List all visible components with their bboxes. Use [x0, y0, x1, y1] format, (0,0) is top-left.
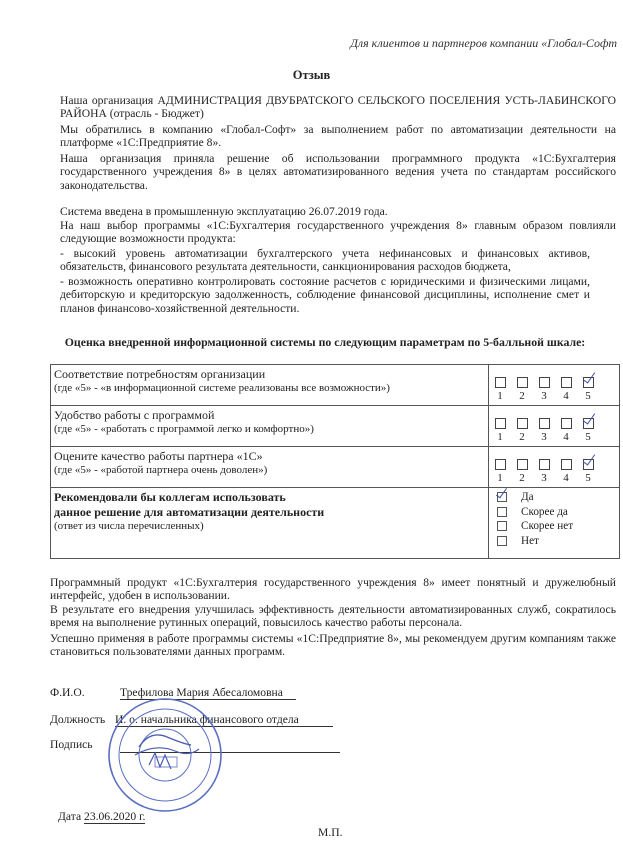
scale-number: 4: [563, 472, 569, 484]
paragraph-launch: Система введена в промышленную эксплуатацию 26.07.2019 года.: [60, 205, 388, 218]
scale-number: 5: [585, 472, 591, 484]
scale-number: 3: [541, 472, 547, 484]
date-label: Дата: [58, 810, 82, 823]
score-checkbox-checked[interactable]: [583, 377, 594, 388]
paragraph-feature-2: - возможность оперативно контролировать состояние расчетов с юридическими и физическими лицами, дебиторскую и кредиторскую задолженность, соблюдение финансовой дисциплины, исполнение смет и планов финансово-хозяйственной деятельности.: [60, 275, 590, 315]
scale-number: 3: [541, 390, 547, 402]
score-checkbox[interactable]: [539, 377, 550, 388]
option-label: Скорее да: [521, 505, 568, 518]
option-checkbox[interactable]: [497, 536, 507, 546]
recommend-option-rather-yes[interactable]: [497, 505, 616, 520]
recommend-option-no[interactable]: [497, 534, 616, 549]
score-checkbox[interactable]: [517, 418, 528, 429]
scale-number: 1: [497, 390, 503, 402]
scale-number: 5: [585, 390, 591, 402]
scale-cell: [489, 447, 620, 488]
stamp-label: М.П.: [318, 826, 343, 839]
recommend-title-line2: данное решение для автоматизации деятельности: [54, 505, 325, 519]
conclusion-interface: Программный продукт «1С:Бухгалтерия государственного учреждения 8» имеет понятный и дружелюбный интерфейс, удобен в использовании.: [50, 576, 616, 603]
conclusion-recommend: Успешно применяя в работе программы системы «1С:Предприятие 8», мы рекомендуем другим компаниям также становиться пользователями данных программ.: [50, 632, 616, 659]
recommend-options: [489, 488, 620, 559]
score-checkbox[interactable]: [517, 459, 528, 470]
question-title: Оцените качество работы партнера «1С»: [54, 449, 263, 463]
score-checkbox-checked[interactable]: [583, 418, 594, 429]
option-checkbox[interactable]: [497, 507, 507, 517]
score-checkbox[interactable]: [539, 459, 550, 470]
paragraph-decision: Наша организация приняла решение об использовании программного продукта «1С:Бухгалтерия государственного учреждения 8» в целях автоматизированного ведения учета по стандартам российского законодательства.: [60, 152, 616, 192]
question-hint: (где «5» - «работать с программой легко и комфортно»): [54, 423, 314, 435]
scale-cell: [489, 406, 620, 447]
paragraph-organization: Наша организация АДМИНИСТРАЦИЯ ДВУБРАТСКОГО СЕЛЬСКОГО ПОСЕЛЕНИЯ УСТЬ-ЛАБИНСКОГО РАЙОНА (отрасль - Бюджет): [60, 94, 616, 121]
fio-value: Трефилова Мария Абесаломовна: [120, 686, 296, 700]
scale-cell: [489, 365, 620, 406]
score-checkbox-checked[interactable]: [583, 459, 594, 470]
recommend-hint: (ответ из числа перечисленных): [54, 520, 204, 532]
option-label: Скорее нет: [521, 520, 574, 532]
position-value: И. о. начальника финансового отдела: [115, 713, 333, 727]
rating-row-recommend: [51, 488, 620, 559]
scale-number: 2: [519, 472, 525, 484]
rating-row: [51, 365, 620, 406]
score-checkbox[interactable]: [561, 377, 572, 388]
paragraph-feature-1: - высокий уровень автоматизации бухгалтерского учета нефинансовых и финансовых активов, обязательств, финансового результата деятельности, санкционирования расходов бюджета,: [60, 247, 590, 274]
scale-number: 1: [497, 431, 503, 443]
rating-title: Оценка внедренной информационной системы по следующим параметрам по 5-балльной шкале:: [64, 335, 586, 349]
question-cell: [51, 365, 489, 406]
option-checkbox[interactable]: [497, 521, 507, 531]
score-checkbox[interactable]: [561, 418, 572, 429]
score-checkbox[interactable]: [539, 418, 550, 429]
scale-number: 4: [563, 390, 569, 402]
question-title: Соответствие потребностям организации: [54, 367, 266, 381]
scale-number: 5: [585, 431, 591, 443]
rating-row: [51, 406, 620, 447]
scale-number: 1: [497, 472, 503, 484]
option-label: Нет: [521, 534, 539, 547]
option-label: Да: [521, 491, 534, 503]
conclusion-results: В результате его внедрения улучшилась эффективность деятельности автоматизированных служб, сократилось время на выполнение рутинных операций, повысилось качество работы персонала.: [50, 603, 616, 630]
question-title: Удобство работы с программой: [54, 408, 215, 422]
header-note: Для клиентов и партнеров компании «Глобал-Софт: [350, 36, 617, 50]
score-checkbox[interactable]: [495, 377, 506, 388]
paragraph-choice: На наш выбор программы «1С:Бухгалтерия государственного учреждения 8» главным образом повлияли следующие возможности продукта:: [60, 219, 616, 246]
scale-number: 2: [519, 390, 525, 402]
stamp-seal-icon: [105, 695, 225, 815]
date-line: [58, 810, 145, 823]
position-label: Должность: [50, 713, 106, 726]
score-checkbox[interactable]: [561, 459, 572, 470]
rating-table: [50, 364, 620, 559]
score-checkbox[interactable]: [495, 459, 506, 470]
date-value: 23.06.2020 г.: [84, 810, 146, 823]
score-checkbox[interactable]: [517, 377, 528, 388]
question-hint: (где «5» - «работой партнера очень доволен»): [54, 464, 268, 476]
recommend-question-cell: [51, 488, 489, 559]
question-hint: (где «5» - «в информационной системе реализованы все возможности»): [54, 382, 390, 394]
score-checkbox[interactable]: [495, 418, 506, 429]
paragraph-contact: Мы обратились в компанию «Глобал-Софт» за выполнением работ по автоматизации деятельности на платформе «1С:Предприятие 8».: [60, 123, 616, 150]
sign-label: Подпись: [50, 738, 93, 751]
recommend-option-rather-no[interactable]: [497, 519, 616, 534]
fio-label: Ф.И.О.: [50, 686, 85, 699]
document-title: Отзыв: [292, 68, 331, 82]
scale-number: 4: [563, 431, 569, 443]
option-checkbox-checked[interactable]: [497, 492, 507, 502]
recommend-title-line1: Рекомендовали бы коллегам использовать: [54, 490, 286, 504]
scale-number: 3: [541, 431, 547, 443]
question-cell: [51, 406, 489, 447]
scale-number: 2: [519, 431, 525, 443]
rating-row: [51, 447, 620, 488]
question-cell: [51, 447, 489, 488]
recommend-option-yes[interactable]: [497, 490, 616, 505]
